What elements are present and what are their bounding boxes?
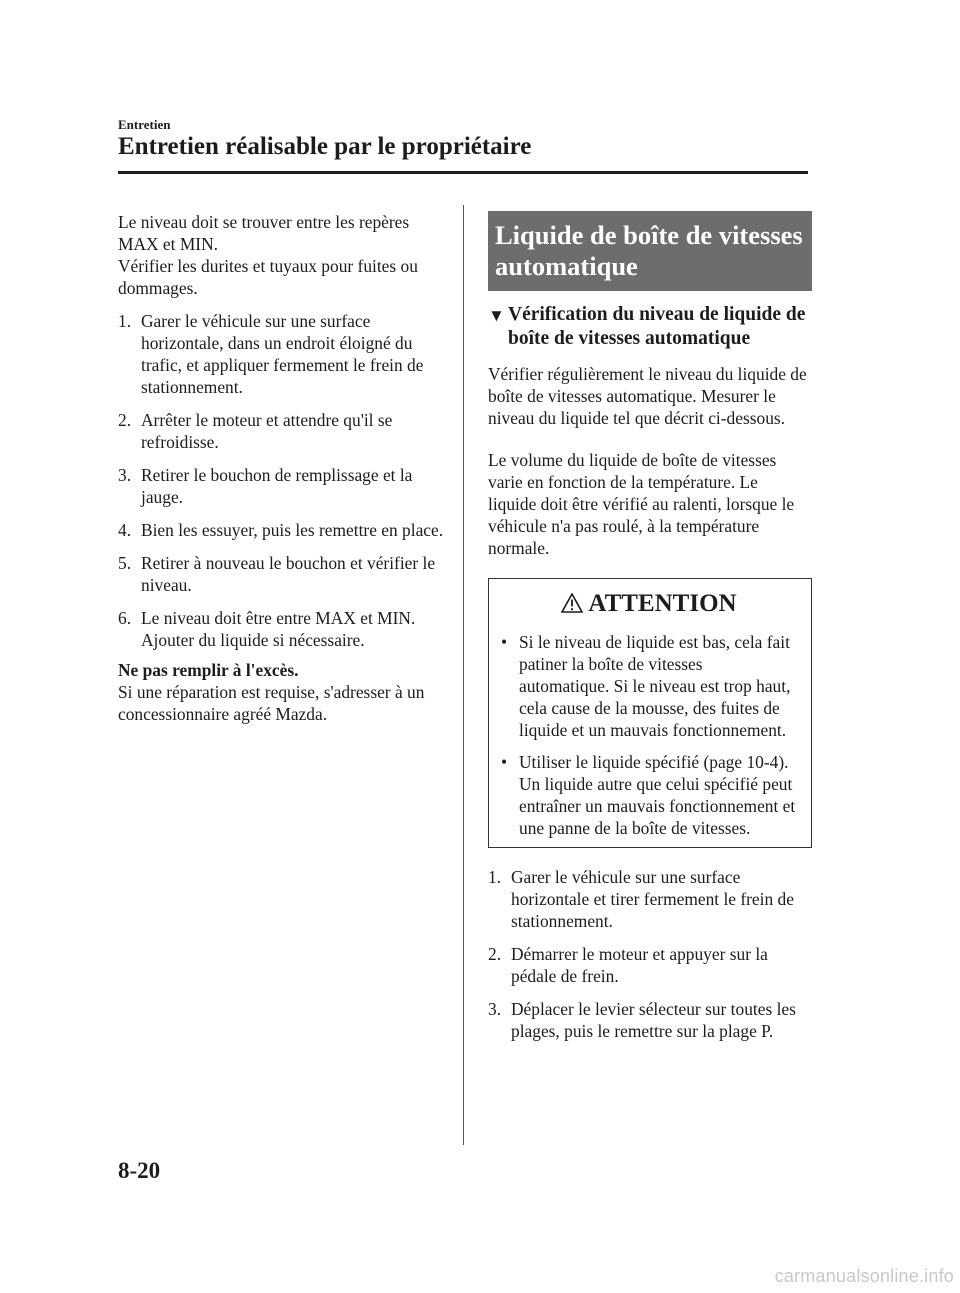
overfill-warning: Ne pas remplir à l'excès. <box>118 660 299 680</box>
description-paragraph-2: Le volume du liquide de boîte de vitesses varie en fonction de la température. Le liquide doit être vérifié au ralenti, lorsque le véhicule n'a pas roulé, à la température normale. <box>488 450 795 558</box>
attention-title: ATTENTION <box>588 590 737 617</box>
step-number: 5. <box>118 553 132 573</box>
list-item <box>488 943 810 987</box>
right-steps-list <box>488 866 810 1042</box>
left-column <box>118 211 448 725</box>
watermark: carmanualsonline.info <box>774 1266 954 1286</box>
intro-paragraph-1: Le niveau doit se trouver entre les repères MAX et MIN. <box>118 212 410 254</box>
step-number: 2. <box>488 944 502 964</box>
right-column <box>488 211 810 1053</box>
step-text: Déplacer le levier sélecteur sur toutes les plages, puis le remettre sur la plage P. <box>511 999 796 1041</box>
page-title: Entretien réalisable par le propriétaire <box>118 133 532 160</box>
list-item <box>118 519 448 541</box>
bullet-dot-icon: • <box>501 752 508 772</box>
attention-bullet-text: Si le niveau de liquide est bas, cela fait patiner la boîte de vitesses automatique. Si le niveau est trop haut, cela cause de la mousse, des fuites de liquide et un mauvais fonctionnement. <box>519 632 791 740</box>
step-text: Retirer le bouchon de remplissage et la jauge. <box>141 465 413 507</box>
sub-heading-text: Vérification du niveau de liquide de boîte de vitesses automatique <box>508 304 806 349</box>
step-text: Le niveau doit être entre MAX et MIN. Ajouter du liquide si nécessaire. <box>141 608 416 650</box>
sub-heading <box>488 303 810 351</box>
step-text: Bien les essuyer, puis les remettre en place. <box>141 520 444 540</box>
list-item <box>118 607 448 651</box>
section-heading: Liquide de boîte de vitesses automatique <box>488 211 812 291</box>
step-number: 2. <box>118 410 132 430</box>
intro-paragraph-2: Vérifier les durites et tuyaux pour fuites ou dommages. <box>118 256 418 298</box>
closing-paragraph: Si une réparation est requise, s'adresser à un concessionnaire agréé Mazda. <box>118 682 425 724</box>
list-item <box>118 310 448 398</box>
column-divider <box>463 205 464 1145</box>
title-rule <box>118 171 808 174</box>
step-number: 3. <box>488 999 502 1019</box>
list-item <box>118 552 448 596</box>
list-item <box>488 998 810 1042</box>
description-paragraph-1: Vérifier régulièrement le niveau du liquide de boîte de vitesses automatique. Mesurer le niveau du liquide tel que décrit ci-dessous. <box>488 364 807 428</box>
triangle-down-icon: ▼ <box>488 306 505 325</box>
step-text: Arrêter le moteur et attendre qu'il se refroidisse. <box>141 410 393 452</box>
attention-box <box>488 578 812 848</box>
list-item <box>488 866 810 932</box>
step-number: 4. <box>118 520 132 540</box>
section-label: Entretien <box>118 117 171 132</box>
step-number: 1. <box>488 867 502 887</box>
attention-header <box>501 589 797 619</box>
step-number: 6. <box>118 608 132 628</box>
step-text: Retirer à nouveau le bouchon et vérifier le niveau. <box>141 553 436 595</box>
list-item <box>118 464 448 508</box>
list-item <box>501 631 797 741</box>
step-text: Garer le véhicule sur une surface horizontale, dans un endroit éloigné du trafic, et appliquer fermement le frein de stationnement. <box>141 311 424 397</box>
step-text: Démarrer le moteur et appuyer sur la pédale de frein. <box>511 944 768 986</box>
attention-list <box>501 631 797 839</box>
step-text: Garer le véhicule sur une surface horizontale et tirer fermement le frein de stationnement. <box>511 867 794 931</box>
warning-triangle-icon <box>561 593 583 613</box>
page-number: 8-20 <box>118 1158 161 1183</box>
bullet-dot-icon: • <box>501 632 508 652</box>
attention-bullet-text: Utiliser le liquide spécifié (page 10-4). Un liquide autre que celui spécifié peut entraîner un mauvais fonctionnement et une panne de la boîte de vitesses. <box>519 752 796 838</box>
list-item <box>118 409 448 453</box>
step-number: 3. <box>118 465 132 485</box>
left-steps-list <box>118 310 448 651</box>
list-item <box>501 751 797 839</box>
step-number: 1. <box>118 311 132 331</box>
